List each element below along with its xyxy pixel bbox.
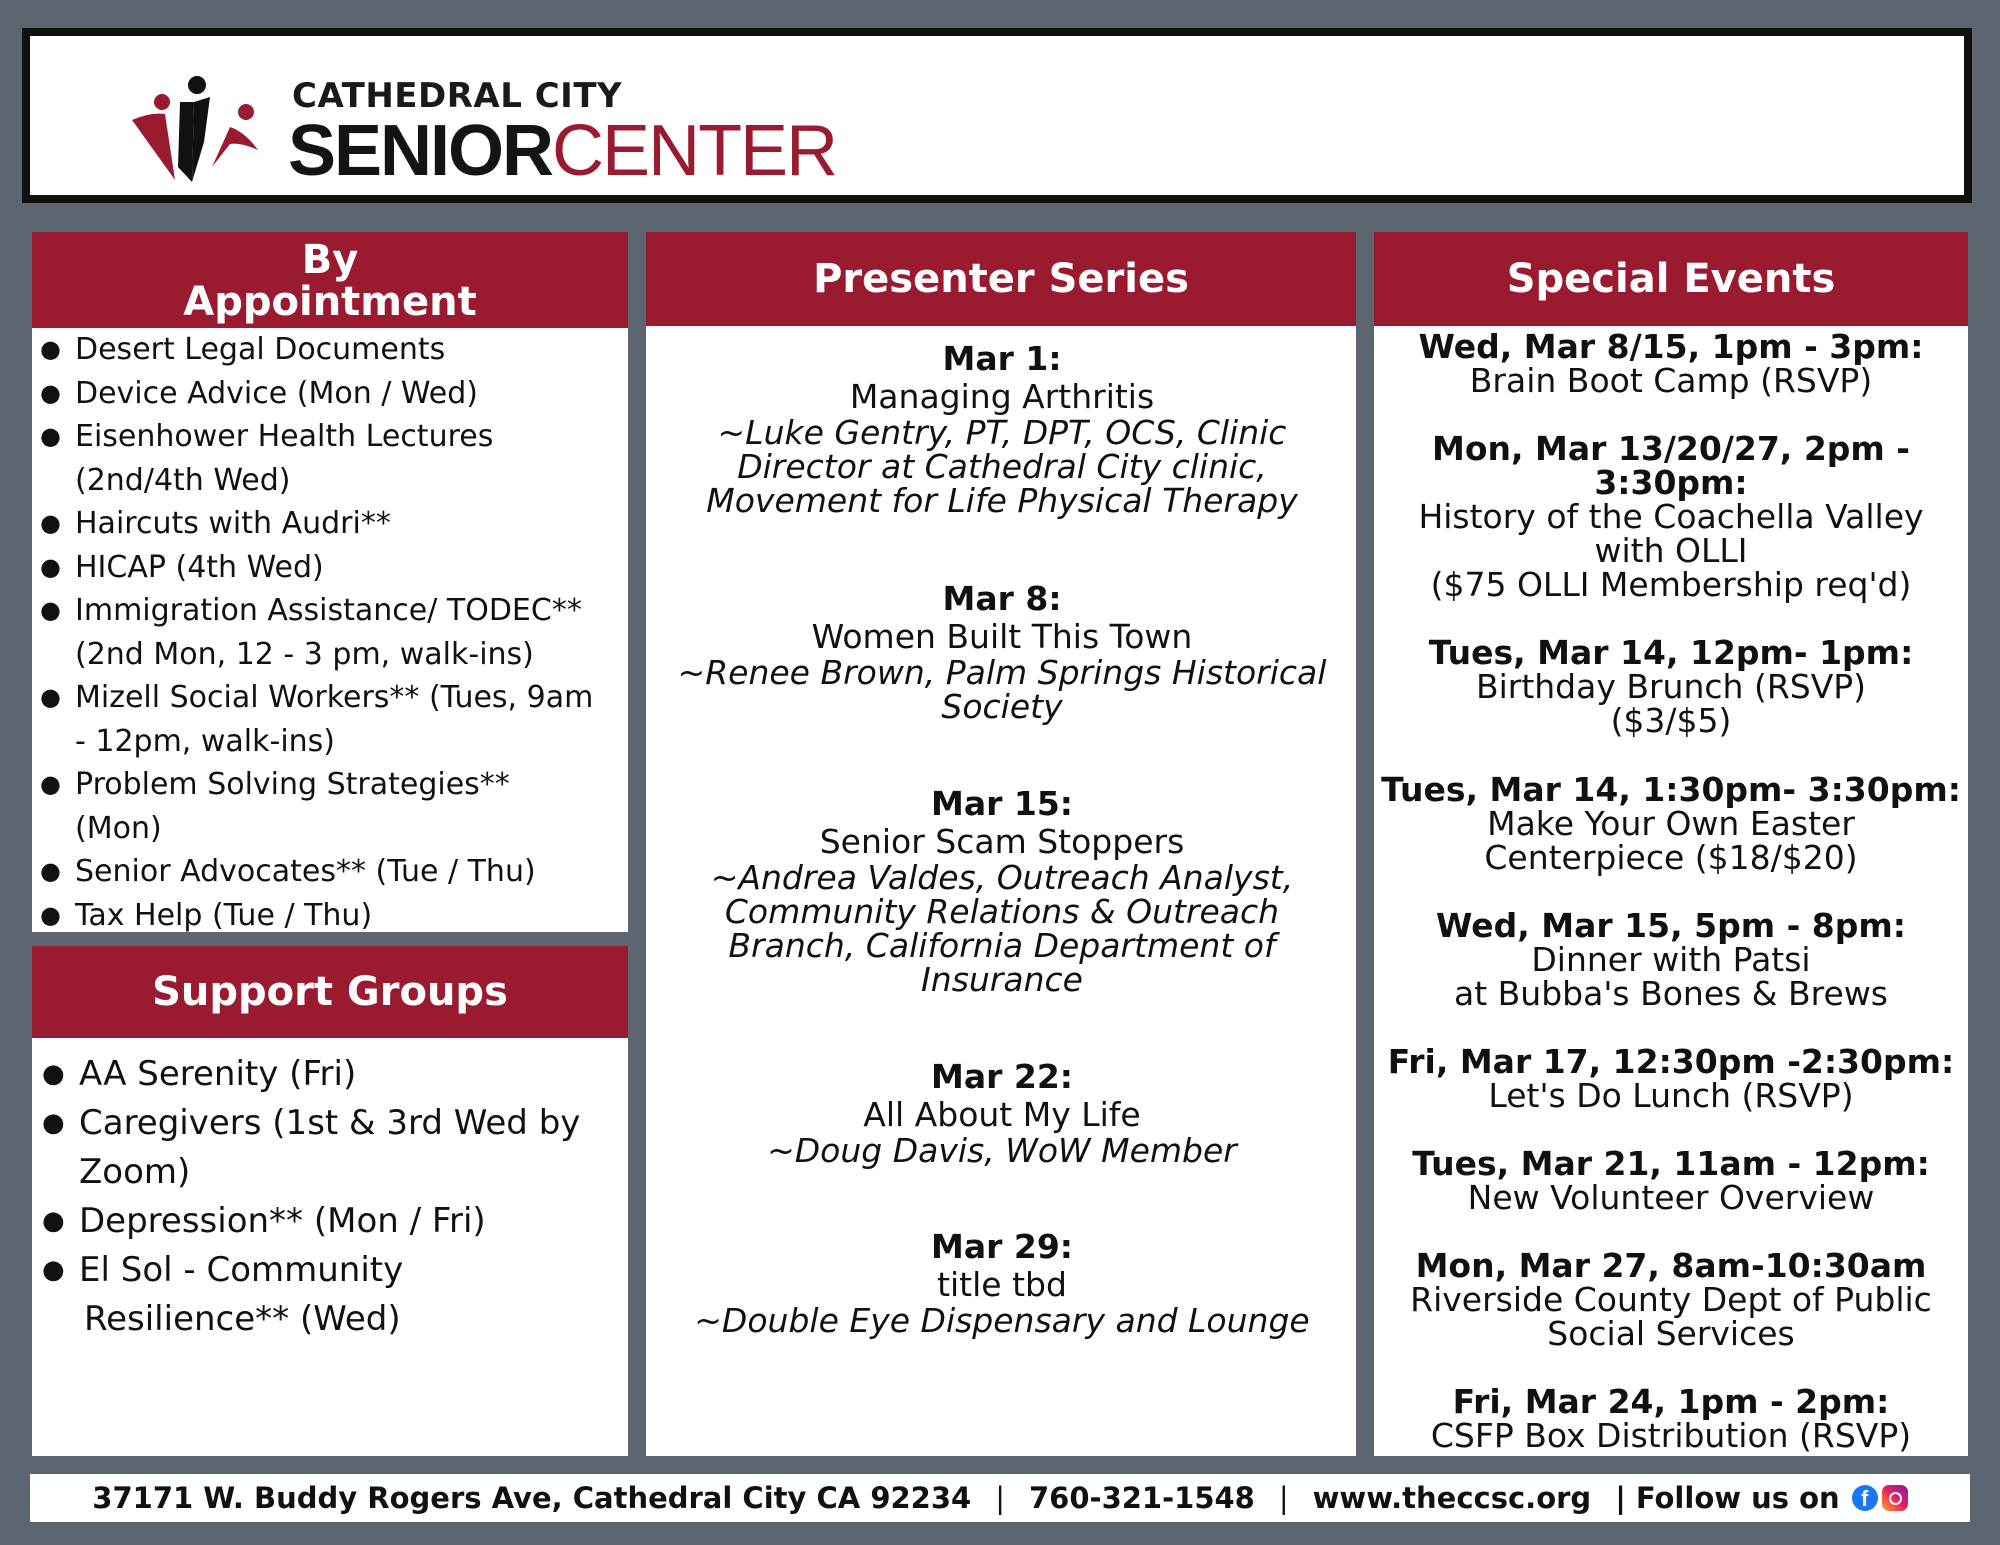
appointment-item-text: Senior Advocates** (Tue / Thu) xyxy=(75,854,536,889)
instagram-icon[interactable] xyxy=(1882,1485,1908,1511)
header-banner xyxy=(22,28,1972,203)
event-description: ($3/$5) xyxy=(1610,701,1732,740)
event-item xyxy=(1376,429,1966,604)
event-datetime: Wed, Mar 8/15, 1pm - 3pm: xyxy=(1418,327,1924,366)
support-item-text: AA Serenity (Fri) xyxy=(79,1054,357,1094)
bullet-icon: ● xyxy=(42,1059,65,1089)
event-item xyxy=(1376,1246,1966,1353)
presenter-date: Mar 8: xyxy=(942,579,1062,618)
footer-separator: | xyxy=(995,1481,1005,1515)
appointment-item xyxy=(40,372,630,416)
presenter-speaker: Community Relations & Outreach xyxy=(724,892,1280,931)
event-datetime: Tues, Mar 14, 12pm- 1pm: xyxy=(1428,633,1914,672)
presenter-heading: Presenter Series xyxy=(646,232,1356,326)
presenter-date: Mar 22: xyxy=(931,1057,1073,1096)
event-datetime: Wed, Mar 15, 5pm - 8pm: xyxy=(1436,906,1906,945)
support-item-text: El Sol - Community xyxy=(79,1250,404,1290)
event-item xyxy=(1376,633,1966,740)
appointment-item-text: Tax Help (Tue / Thu) xyxy=(75,897,373,933)
footer-address: 37171 W. Buddy Rogers Ave, Cathedral City CA 92234 xyxy=(92,1481,972,1515)
appointment-item xyxy=(40,894,630,938)
presenter-title: Women Built This Town xyxy=(811,617,1193,656)
appointment-item xyxy=(40,589,630,676)
appointment-item-text: Mizell Social Workers** (Tues, 9am xyxy=(75,680,594,715)
event-item xyxy=(1376,327,1966,400)
presenter-speaker: ~Renee Brown, Palm Springs Historical xyxy=(677,653,1327,692)
footer-bar xyxy=(30,1474,1970,1522)
support-heading: Support Groups xyxy=(32,946,628,1038)
appointment-item-text: (2nd/4th Wed) xyxy=(75,462,291,498)
presenter-speaker: Movement for Life Physical Therapy xyxy=(706,481,1298,520)
presenter-item xyxy=(648,785,1356,997)
event-description: Riverside County Dept of Public xyxy=(1410,1280,1932,1319)
support-list xyxy=(42,1050,632,1344)
footer-separator: | xyxy=(1278,1481,1289,1515)
event-description: Social Services xyxy=(1547,1314,1795,1353)
event-description: Dinner with Patsi xyxy=(1531,940,1811,979)
appointment-item xyxy=(40,676,630,763)
appointment-item xyxy=(40,546,630,590)
presenter-speaker: ~Doug Davis, WoW Member xyxy=(767,1131,1237,1170)
event-datetime: Fri, Mar 24, 1pm - 2pm: xyxy=(1452,1382,1890,1421)
presenter-item xyxy=(648,1058,1356,1168)
bullet-icon: ● xyxy=(40,770,61,798)
support-item xyxy=(42,1197,632,1246)
presenter-date: Mar 29: xyxy=(931,1227,1073,1266)
bullet-icon: ● xyxy=(40,552,61,581)
event-item xyxy=(1376,1382,1966,1455)
event-description: at Bubba's Bones & Brews xyxy=(1454,974,1888,1013)
presenter-item xyxy=(648,340,1356,518)
appointment-item-text: Immigration Assistance/ TODEC** xyxy=(75,593,582,628)
presenter-speaker: Insurance xyxy=(921,960,1083,999)
event-item xyxy=(1376,906,1966,1013)
presenter-speaker: ~Luke Gentry, PT, DPT, OCS, Clinic xyxy=(717,413,1287,452)
bullet-icon: ● xyxy=(42,1255,65,1285)
event-description: Make Your Own Easter xyxy=(1487,804,1855,843)
bullet-icon: ● xyxy=(40,857,61,885)
event-description: ($75 OLLI Membership req'd) xyxy=(1430,565,1912,604)
bullet-icon: ● xyxy=(42,1206,65,1236)
logo-city-name: CATHEDRAL CITY xyxy=(292,76,623,116)
appointment-list xyxy=(40,328,630,937)
event-description: Birthday Brunch (RSVP) xyxy=(1475,667,1867,706)
bullet-icon: ● xyxy=(40,509,61,537)
appointment-item-text: (Mon) xyxy=(75,810,162,846)
appointment-item-text: HICAP (4th Wed) xyxy=(75,549,324,585)
appointment-item-text: Device Advice (Mon / Wed) xyxy=(75,375,478,411)
presenter-date: Mar 15: xyxy=(931,784,1073,823)
presenter-speaker: ~Andrea Valdes, Outreach Analyst, xyxy=(710,858,1294,897)
support-item xyxy=(42,1050,632,1099)
appointment-item-text: Haircuts with Audri** xyxy=(75,506,391,541)
presenter-speaker: Director at Cathedral City clinic, xyxy=(737,447,1267,486)
event-datetime: Tues, Mar 14, 1:30pm- 3:30pm: xyxy=(1381,770,1961,809)
logo-center-name: SENIORCENTER xyxy=(288,111,837,191)
senior-center-logo-icon xyxy=(130,72,290,192)
bullet-icon: ● xyxy=(40,683,61,711)
appointment-item-text: Problem Solving Strategies** xyxy=(75,767,510,802)
bullet-icon: ● xyxy=(40,335,61,363)
presenter-speaker: Society xyxy=(941,687,1063,726)
support-item-text: Depression** (Mon / Fri) xyxy=(79,1201,486,1241)
appointment-item xyxy=(40,850,630,894)
support-item-text: Resilience** (Wed) xyxy=(84,1299,401,1339)
event-datetime: Mon, Mar 13/20/27, 2pm - xyxy=(1432,429,1910,468)
footer-follow-text: | Follow us on xyxy=(1615,1481,1840,1515)
presenter-date: Mar 1: xyxy=(942,339,1062,378)
appointment-item xyxy=(40,502,630,546)
presenter-title: Managing Arthritis xyxy=(849,377,1155,416)
event-datetime: 3:30pm: xyxy=(1594,463,1748,502)
bullet-icon: ● xyxy=(40,900,61,929)
bullet-icon: ● xyxy=(40,378,61,407)
bullet-icon: ● xyxy=(42,1108,65,1138)
event-datetime: Fri, Mar 17, 12:30pm -2:30pm: xyxy=(1387,1042,1955,1081)
presenter-title: All About My Life xyxy=(863,1095,1141,1134)
event-description: with OLLI xyxy=(1594,531,1748,570)
facebook-icon[interactable]: f xyxy=(1852,1485,1878,1511)
appointment-item-text: (2nd Mon, 12 - 3 pm, walk-ins) xyxy=(75,636,534,672)
event-item xyxy=(1376,1042,1966,1115)
event-description: History of the Coachella Valley xyxy=(1418,497,1924,536)
support-item xyxy=(42,1246,632,1344)
appointment-item xyxy=(40,415,630,502)
footer-phone: 760-321-1548 xyxy=(1029,1481,1255,1515)
appointment-heading: By Appointment xyxy=(32,232,628,328)
appointment-item xyxy=(40,328,630,372)
event-datetime: Mon, Mar 27, 8am-10:30am xyxy=(1415,1246,1927,1285)
appointment-item-text: Desert Legal Documents xyxy=(75,332,446,367)
presenter-title: Senior Scam Stoppers xyxy=(819,822,1185,861)
event-datetime: Tues, Mar 21, 11am - 12pm: xyxy=(1412,1144,1930,1183)
event-description: New Volunteer Overview xyxy=(1467,1178,1875,1217)
bullet-icon: ● xyxy=(40,422,61,450)
event-item xyxy=(1376,1144,1966,1217)
support-item-text: Caregivers (1st & 3rd Wed by xyxy=(79,1103,581,1143)
presenter-item xyxy=(648,1228,1356,1338)
event-description: Let's Do Lunch (RSVP) xyxy=(1488,1076,1854,1115)
event-description: Brain Boot Camp (RSVP) xyxy=(1469,361,1873,400)
appointment-item xyxy=(40,763,630,850)
support-item-text: Zoom) xyxy=(79,1152,191,1192)
presenter-title: title tbd xyxy=(937,1265,1067,1304)
appointment-item-text: Eisenhower Health Lectures xyxy=(75,419,494,454)
event-item xyxy=(1376,770,1966,877)
event-description: CSFP Box Distribution (RSVP) xyxy=(1430,1416,1912,1455)
support-item xyxy=(42,1099,632,1197)
presenter-speaker: Branch, California Department of xyxy=(728,926,1276,965)
presenter-speaker: ~Double Eye Dispensary and Lounge xyxy=(694,1301,1310,1340)
bullet-icon: ● xyxy=(40,596,61,624)
presenter-item xyxy=(648,580,1356,724)
footer-website[interactable]: www.theccsc.org xyxy=(1312,1481,1592,1515)
special-heading: Special Events xyxy=(1374,232,1968,326)
appointment-item-text: - 12pm, walk-ins) xyxy=(75,723,336,759)
event-description: Centerpiece ($18/$20) xyxy=(1484,838,1858,877)
